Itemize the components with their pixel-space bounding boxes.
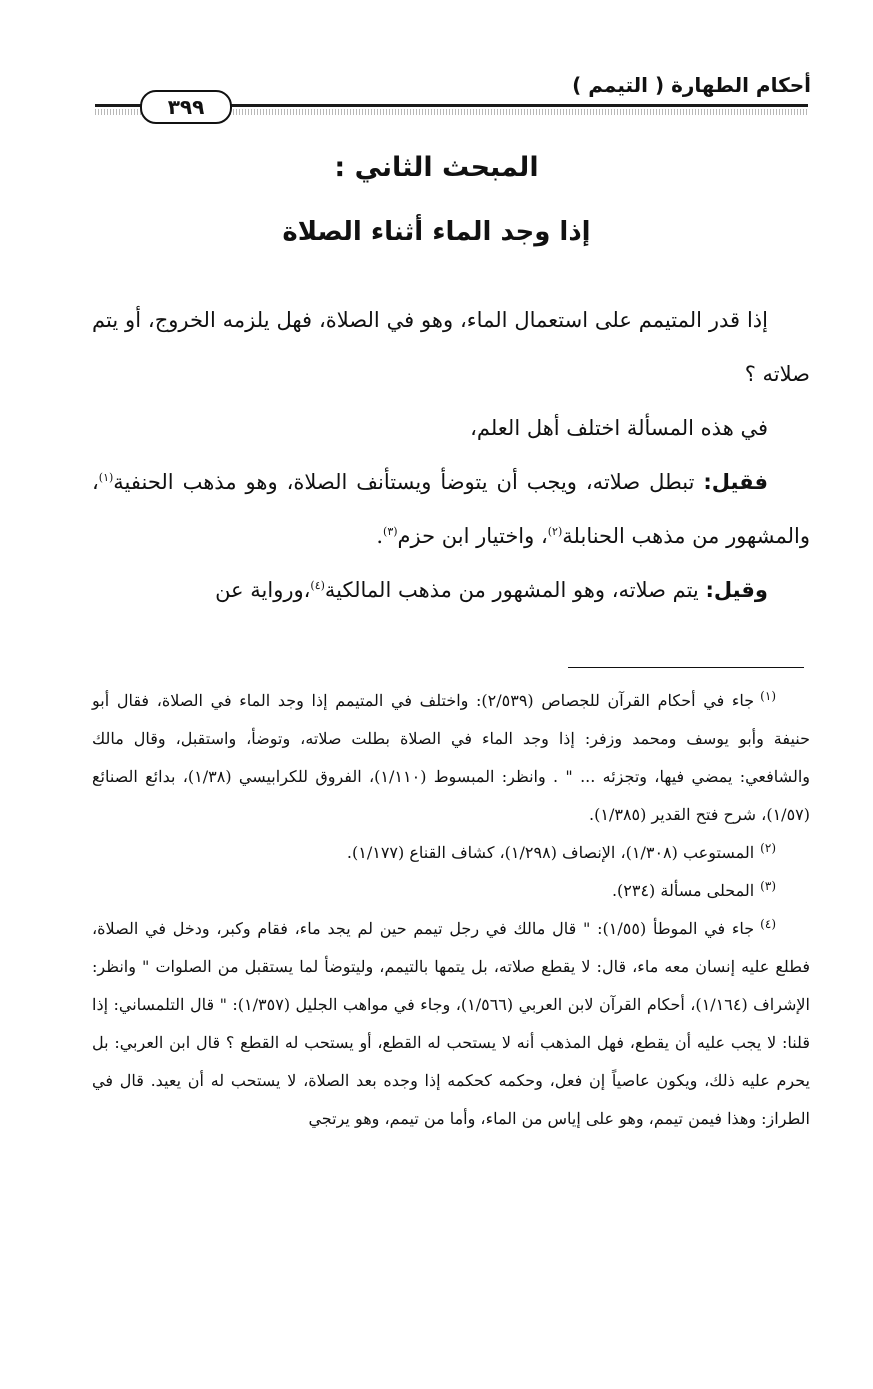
footnote-ref[interactable]: (٣) [383, 525, 398, 538]
footnote-4 [92, 910, 810, 1138]
footnote-text: المستوعب (١/٣٠٨)، الإنصاف (١/٢٩٨)، كشاف القناع (١/١٧٧). [346, 843, 755, 862]
footnote-separator [568, 667, 804, 668]
footnote-ref[interactable]: (٢) [547, 525, 563, 538]
paragraph-question: إذا قدر المتيمم على استعمال الماء، وهو في الصلاة، فهل يلزمه الخروج، أو يتم صلاته ؟ [92, 308, 810, 386]
opinion-text: تبطل صلاته، ويجب أن يتوضأ ويستأنف الصلاة، وهو مذهب الحنفية [113, 470, 704, 494]
page-number: ٣٩٩ [140, 90, 232, 124]
footnote-1 [92, 682, 810, 834]
footnote-2 [92, 834, 810, 872]
body-text [92, 293, 810, 617]
opinion-lead: وقيل: [705, 578, 768, 602]
footnote-text: المحلى مسألة (٢٣٤). [611, 881, 755, 900]
footnote-number: (٣) [760, 878, 776, 893]
footnote-text: جاء في أحكام القرآن للجصاص (٢/٥٣٩): واختلف في المتيمم إذا وجد الماء في الصلاة، فقال أبو حنيفة وأبو يوسف ومحمد وزفر: إذا وجد الماء في الصلاة بطلت صلاته، وتوضأ، واستقبل، وقال مالك والشافعي: يمضي فيها، وتجزئه ... " . وانظر: المبسوط (١/١١٠)، الفروق للكرابيسي (١/٣٨)، بدائع الصنائع (١/٥٧)، شرح فتح القدير (١/٣٨٥). [92, 691, 810, 824]
footnotes [92, 682, 810, 1138]
section-title: إذا وجد الماء أثناء الصلاة [282, 217, 591, 247]
opinion-text: . [376, 524, 384, 548]
paragraph-disagreement: في هذه المسألة اختلف أهل العلم، [470, 416, 768, 440]
opinion-text: ،ورواية عن [215, 578, 311, 602]
opinion-text: ، والمشهور من مذهب الحنابلة [92, 470, 810, 548]
opinion-lead: فقيل: [703, 470, 768, 494]
paragraph-first-opinion [92, 455, 810, 563]
footnote-text: جاء في الموطأ (١/٥٥): " قال مالك في رجل تيمم حين لم يجد ماء، فقام وكبر، ودخل في الصلاة، فطلع عليه إنسان معه ماء، قال: لا يقطع صلاته، بل يتمها بالتيمم، وليتوضأ لما يستقبل من الصلوات " وانظر: الإشراف (١/١٦٤)، أحكام القرآن لابن العربي (١/٥٦٦)، وجاء في مواهب الجليل (١/٣٥٧): " قال التلمساني: إذا قلنا: لا يجب عليه أن يقطع، فهل المذهب أنه لا يستحب له القطع، أو يستحب له القطع ؟ قال ابن العربي: بل يحرم عليه ذلك، ويكون عاصياً إن فعل، وحكمه كحكمه إذا وجده بعد الصلاة، لا يستحب له أن يعيد. قال في الطراز: وهذا فيمن تيمم، وهو على إياس من الماء، وأما من تيمم، وهو يرتجي [92, 919, 810, 1128]
footnote-number: (١) [760, 688, 776, 703]
running-title: أحكام الطهارة ( التيمم ) [572, 73, 811, 97]
paragraph-second-opinion [92, 563, 810, 617]
footnote-number: (٢) [760, 840, 776, 855]
footnote-3 [92, 872, 810, 910]
opinion-text: ، واختيار ابن حزم [397, 524, 548, 548]
footnote-number: (٤) [760, 916, 776, 931]
footnote-ref[interactable]: (١) [98, 471, 114, 484]
section-subtitle: المبحث الثاني : [334, 152, 539, 183]
opinion-text: يتم صلاته، وهو المشهور من مذهب المالكية [324, 578, 706, 602]
footnote-ref[interactable]: (٤) [310, 579, 325, 592]
